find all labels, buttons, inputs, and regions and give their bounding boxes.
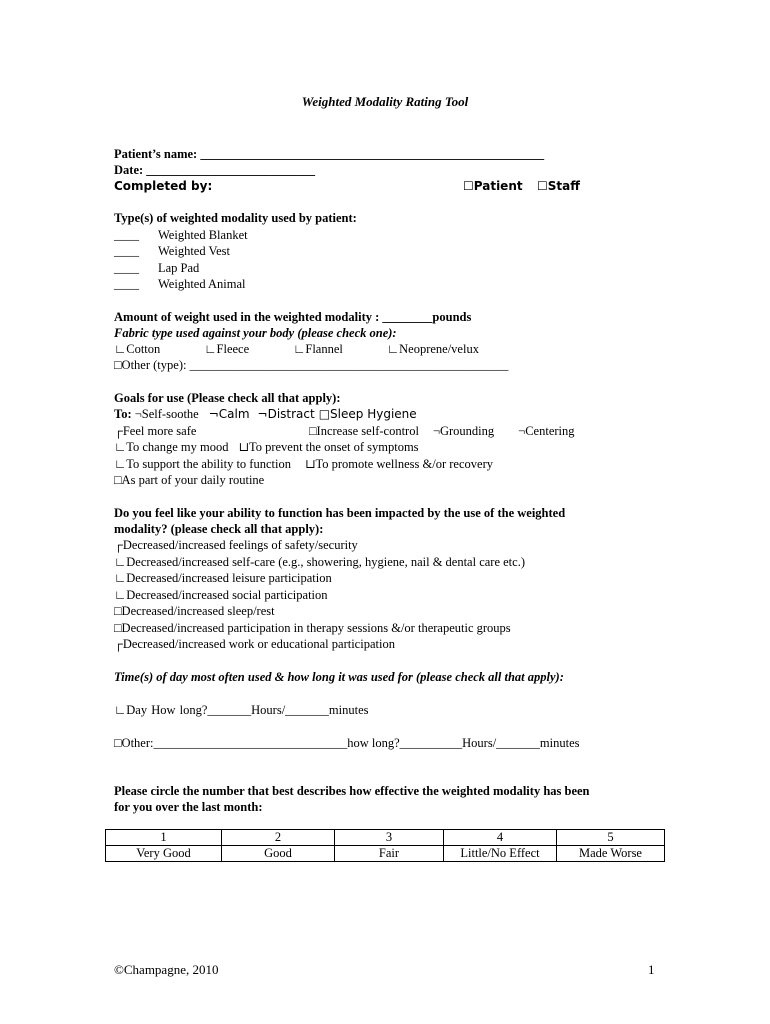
goal-support-function[interactable]: ∟To support the ability to function xyxy=(114,457,291,471)
modality-label: Weighted Animal xyxy=(158,277,246,291)
modality-blank[interactable]: ____ xyxy=(114,277,139,291)
function-option[interactable]: □Decreased/increased participation in therapy sessions &/or therapeutic groups xyxy=(114,621,511,635)
fabric-option-neoprene[interactable]: ∟Neoprene/velux xyxy=(386,342,479,356)
rating-instruction-cont: for you over the last month: xyxy=(114,800,263,814)
rating-label: Good xyxy=(222,846,335,862)
completed-by-row xyxy=(114,178,212,194)
modality-heading: Type(s) of weighted modality used by patient: xyxy=(114,211,357,225)
rating-label: Fair xyxy=(335,846,444,862)
modality-label: Weighted Blanket xyxy=(158,228,248,242)
rating-table xyxy=(105,829,665,862)
goal-sleep-hygiene[interactable]: □Sleep Hygiene xyxy=(318,407,417,421)
rating-number[interactable]: 2 xyxy=(222,830,335,846)
goals-to-label: To: xyxy=(114,407,132,421)
date-label: Date: xyxy=(114,163,144,177)
function-option[interactable]: □Decreased/increased sleep/rest xyxy=(114,604,275,618)
goal-feel-safe[interactable]: ┌Feel more safe xyxy=(114,424,197,438)
time-day-row[interactable]: ∟Day How long?_______Hours/_______minutes xyxy=(114,703,369,717)
fabric-option-fleece[interactable]: ∟Fleece xyxy=(204,342,250,356)
fabric-option-flannel[interactable]: ∟Flannel xyxy=(293,342,343,356)
goals-row-3 xyxy=(114,456,493,472)
patient-name-row xyxy=(114,146,544,162)
function-option[interactable]: ∟Decreased/increased social participation xyxy=(114,588,328,602)
copyright-footer: ©Champagne, 2010 xyxy=(114,962,219,977)
rating-label: Little/No Effect xyxy=(444,846,557,862)
rating-label: Very Good xyxy=(106,846,222,862)
weight-label: Amount of weight used in the weighted modality : xyxy=(114,310,380,324)
goal-grounding[interactable]: ¬Grounding xyxy=(432,424,495,438)
time-heading: Time(s) of day most often used & how long it was used for (please check all that apply): xyxy=(114,670,564,684)
goal-change-mood[interactable]: ∟To change my mood xyxy=(114,440,229,454)
date-field[interactable]: ___________________________ xyxy=(146,163,316,177)
rating-label-row xyxy=(106,846,665,862)
rating-number[interactable]: 4 xyxy=(444,830,557,846)
goal-daily-routine[interactable]: □As part of your daily routine xyxy=(114,473,265,487)
function-question: Do you feel like your ability to function has been impacted by the use of the weighted xyxy=(114,506,566,520)
modality-item xyxy=(114,227,248,243)
goals-row-2 xyxy=(114,439,419,455)
rating-number-row xyxy=(106,830,665,846)
rating-number[interactable]: 3 xyxy=(335,830,444,846)
modality-item xyxy=(114,260,199,276)
modality-item xyxy=(114,276,246,292)
goals-heading: Goals for use (Please check all that apply): xyxy=(114,391,341,405)
fabric-other[interactable]: □Other (type): ___________________________________________________ xyxy=(114,358,509,372)
page-number: 1 xyxy=(648,962,655,977)
patient-checkbox[interactable]: ☐Patient xyxy=(463,179,523,193)
modality-blank[interactable]: ____ xyxy=(114,244,139,258)
time-other-row[interactable]: □Other:_______________________________how long?__________Hours/_______minutes xyxy=(114,736,580,750)
modality-label: Lap Pad xyxy=(158,261,200,275)
goal-self-soothe[interactable]: ¬Self-soothe xyxy=(134,407,199,421)
weight-field[interactable]: ________ xyxy=(382,310,433,324)
modality-item xyxy=(114,243,230,259)
rating-label: Made Worse xyxy=(557,846,665,862)
completed-by-label: Completed by: xyxy=(114,179,213,193)
goal-promote-wellness[interactable]: ⊔To promote wellness &/or recovery xyxy=(304,457,493,471)
function-option[interactable]: ∟Decreased/increased leisure participation xyxy=(114,571,332,585)
rating-number[interactable]: 5 xyxy=(557,830,665,846)
weight-row xyxy=(114,309,471,325)
modality-label: Weighted Vest xyxy=(158,244,231,258)
date-row xyxy=(114,162,315,178)
goals-to-row xyxy=(114,406,417,422)
function-option[interactable]: ┌Decreased/increased work or educational participation xyxy=(114,637,395,651)
page-title: Weighted Modality Rating Tool xyxy=(301,94,469,109)
function-option[interactable]: ┌Decreased/increased feelings of safety/security xyxy=(114,538,358,552)
goals-row-1b xyxy=(309,423,575,439)
function-option[interactable]: ∟Decreased/increased self-care (e.g., showering, hygiene, nail & dental care etc.) xyxy=(114,555,525,569)
fabric-heading: Fabric type used against your body (please check one): xyxy=(114,326,397,340)
goals-row-1 xyxy=(114,423,196,439)
goal-centering[interactable]: ¬Centering xyxy=(518,424,575,438)
goal-self-control[interactable]: □Increase self-control xyxy=(309,424,419,438)
completed-by-options xyxy=(463,178,580,194)
modality-blank[interactable]: ____ xyxy=(114,261,139,275)
fabric-options xyxy=(114,341,479,357)
goal-distract[interactable]: ¬Distract xyxy=(257,407,315,421)
modality-blank[interactable]: ____ xyxy=(114,228,139,242)
fabric-option-cotton[interactable]: ∟Cotton xyxy=(114,342,161,356)
patient-name-field[interactable]: _______________________________________________________ xyxy=(200,147,545,161)
goal-prevent-symptoms[interactable]: ⊔To prevent the onset of symptoms xyxy=(238,440,419,454)
function-question-cont: modality? (please check all that apply): xyxy=(114,522,324,536)
patient-name-label: Patient’s name: xyxy=(114,147,198,161)
rating-number[interactable]: 1 xyxy=(106,830,222,846)
rating-instruction: Please circle the number that best describes how effective the weighted modality has been xyxy=(114,784,590,798)
weight-unit: pounds xyxy=(432,310,472,324)
staff-checkbox[interactable]: ☐Staff xyxy=(536,179,580,193)
goal-calm[interactable]: ¬Calm xyxy=(208,407,250,421)
